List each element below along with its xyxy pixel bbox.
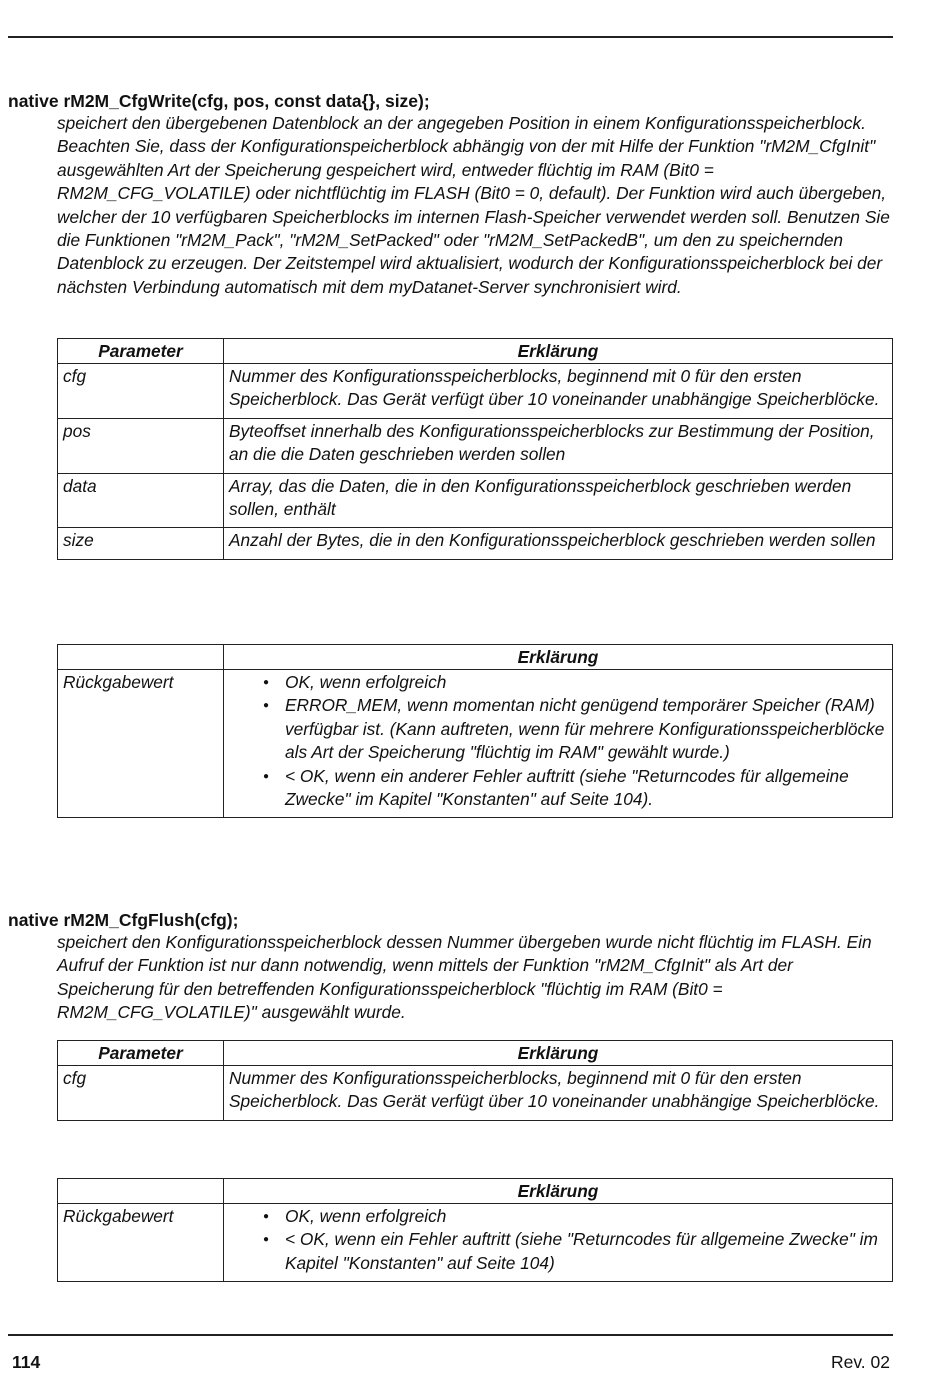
page-number: 114 — [12, 1352, 41, 1372]
param-name: cfg — [58, 364, 224, 419]
param-header: Parameter — [58, 339, 224, 364]
table-row — [58, 418, 893, 473]
param-name: data — [58, 473, 224, 528]
table-header-row — [58, 1041, 893, 1066]
table-header-row — [58, 339, 893, 364]
return-label: Rückgabewert — [58, 1204, 224, 1282]
param-header: Parameter — [58, 1041, 224, 1066]
param-text: Nummer des Konfigurationsspeicherblocks, beginnend mit 0 für den ersten Speicherblock. Das Gerät verfügt über 10 voneinander unabhängige Speicherblöcke. — [224, 1066, 893, 1121]
return-label: Rückgabewert — [58, 670, 224, 818]
cfgwrite-section — [8, 90, 893, 299]
list-item: ● < OK, wenn ein anderer Fehler auftritt (siehe "Returncodes für allgemeine Zwecke" im Kapitel "Konstanten" auf Seite 104). — [285, 765, 887, 812]
cfgflush-param-table — [57, 1040, 893, 1121]
cfgwrite-signature: native rM2M_CfgWrite(cfg, pos, const data{}, size); — [8, 91, 430, 111]
list-item: ● OK, wenn erfolgreich — [285, 671, 887, 694]
return-list — [229, 671, 887, 811]
cfgflush-description: speichert den Konfigurationsspeicherblock dessen Nummer übergeben wurde nicht flüchtig im FLASH. Ein Aufruf der Funktion ist nur dann notwendig, wenn mittels der Funktion "rM2M_CfgInit" als Art der Speicherung für den betreffenden Konfigurationsspeicherblock "flüchtig im RAM (Bit0 = RM2M_CFG_VOLATILE)" ausgewählt wurde. — [57, 932, 872, 1023]
table-row — [58, 1066, 893, 1121]
header-rule — [8, 36, 893, 38]
param-name: size — [58, 528, 224, 559]
table-row — [58, 528, 893, 559]
table-row — [58, 1204, 893, 1282]
table-header-row — [58, 645, 893, 670]
explain-header: Erklärung — [224, 339, 893, 364]
return-empty-header — [58, 1179, 224, 1204]
param-text: Array, das die Daten, die in den Konfigurationsspeicherblock geschrieben werden sollen, enthält — [224, 473, 893, 528]
return-values — [224, 1204, 893, 1282]
param-text: Nummer des Konfigurationsspeicherblocks, beginnend mit 0 für den ersten Speicherblock. Das Gerät verfügt über 10 voneinander unabhängige Speicherblöcke. — [224, 364, 893, 419]
param-name: cfg — [58, 1066, 224, 1121]
explain-header: Erklärung — [224, 1041, 893, 1066]
list-item: ● OK, wenn erfolgreich — [285, 1205, 887, 1228]
return-values — [224, 670, 893, 818]
table-row — [58, 473, 893, 528]
cfgflush-signature: native rM2M_CfgFlush(cfg); — [8, 910, 239, 930]
list-item: ● ERROR_MEM, wenn momentan nicht genügend temporärer Speicher (RAM) verfügbar ist. (Kann auftreten, wenn für mehrere Konfigurationsspeicherblöcke als Art der Speicherung "flüchtig im RAM" gewählt wurde.) — [285, 694, 887, 764]
cfgwrite-param-table — [57, 338, 893, 560]
table-row — [58, 364, 893, 419]
cfgflush-return-table — [57, 1178, 893, 1282]
cfgwrite-description: speichert den übergebenen Datenblock an der angegeben Position in einem Konfigurationsspeicherblock. Beachten Sie, dass der Konfigurationspeicherblock abhängig von der mit Hilfe der Funktion "rM2M_CfgInit" ausgewählten Art der Speicherung gespeichert wird, entweder flüchtig im RAM (Bit0 = RM2M_CFG_VOLATILE) oder nichtflüchtig im FLASH (Bit0 = 0, default). Der Funktion wird auch übergeben, welcher der 10 verfügbaren Speicherblocks im internen Flash-Speicher verwendet werden soll. Benutzen Sie die Funktionen "rM2M_Pack", "rM2M_SetPacked" oder "rM2M_SetPackedB", um den zu speichernden Datenblock zu erzeugen. Der Zeitstempel wird aktualisiert, wodurch der Konfigurationsspeicherblock bei der nächsten Verbindung automatisch mit dem myDatanet-Server synchronisiert wird. — [57, 113, 890, 297]
revision-label: Rev. 02 — [830, 1352, 890, 1372]
return-empty-header — [58, 645, 224, 670]
table-row — [58, 670, 893, 818]
cfgflush-section — [8, 909, 893, 1025]
explain-header: Erklärung — [224, 645, 893, 670]
footer-rule — [8, 1334, 893, 1336]
param-text: Anzahl der Bytes, die in den Konfigurationsspeicherblock geschrieben werden sollen — [224, 528, 893, 559]
param-text: Byteoffset innerhalb des Konfigurationsspeicherblocks zur Bestimmung der Position, an die die Daten geschrieben werden sollen — [224, 418, 893, 473]
table-header-row — [58, 1179, 893, 1204]
explain-header: Erklärung — [224, 1179, 893, 1204]
cfgwrite-return-table — [57, 644, 893, 818]
list-item: ● < OK, wenn ein Fehler auftritt (siehe "Returncodes für allgemeine Zwecke" im Kapitel "Konstanten" auf Seite 104) — [285, 1228, 887, 1275]
param-name: pos — [58, 418, 224, 473]
return-list — [229, 1205, 887, 1275]
